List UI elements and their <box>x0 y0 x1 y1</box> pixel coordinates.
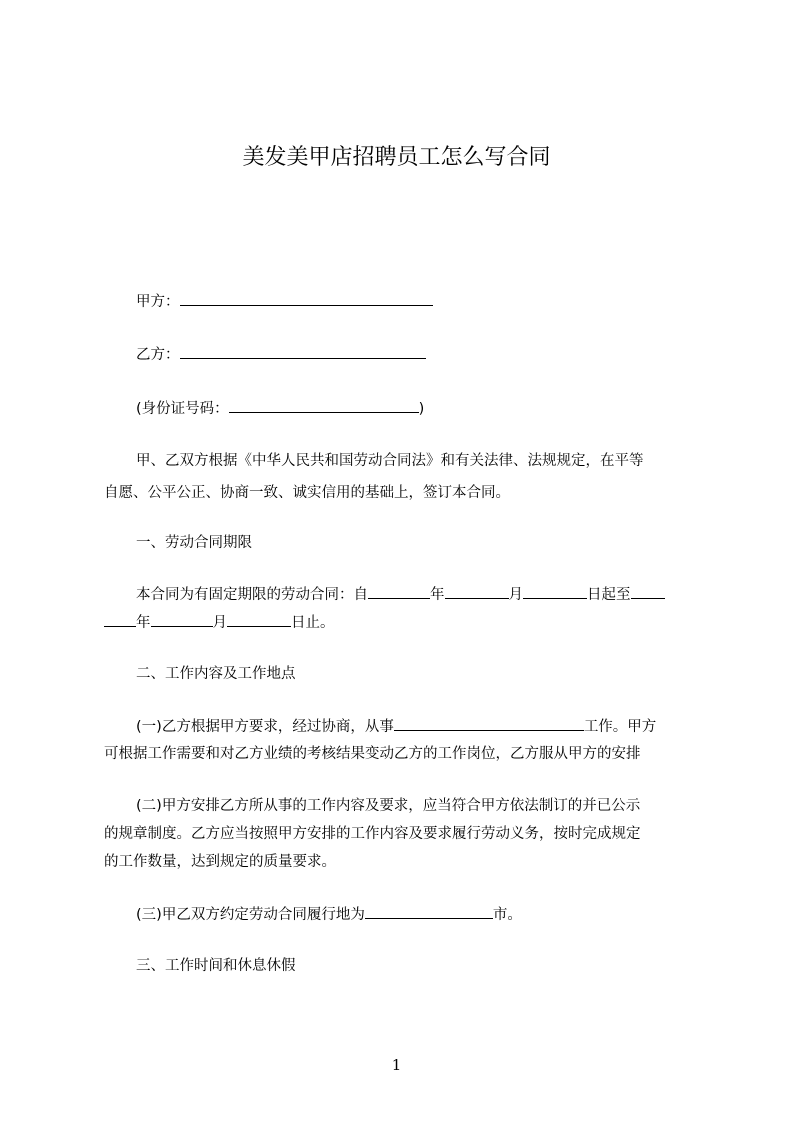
end-year-blank-part1 <box>631 584 665 599</box>
section-3-heading: 三、工作时间和休息休假 <box>136 958 296 974</box>
section-2-heading: 二、工作内容及工作地点 <box>136 666 296 682</box>
term-month-label: 月 <box>508 587 523 603</box>
item-2-line-1: (二)甲方安排乙方所从事的工作内容及要求，应当符合甲方依法制订的并已公示 <box>136 798 641 814</box>
item-3-prefix: (三)甲乙双方约定劳动合同履行地为 <box>136 907 365 923</box>
term-line-2 <box>104 612 335 633</box>
item-2-line-3: 的工作数量，达到规定的质量要求。 <box>104 854 336 870</box>
intro-line-2: 自愿、公平公正、协商一致、诚实信用的基础上，签订本合同。 <box>104 485 510 501</box>
term-month2-label: 月 <box>212 615 227 631</box>
term-end-label: 日止。 <box>291 615 335 631</box>
id-label: (身份证号码： <box>136 401 229 417</box>
term-year2-label: 年 <box>136 615 151 631</box>
party-b-line <box>136 344 426 365</box>
item-1-line-2: 可根据工作需要和对乙方业绩的考核结果变动乙方的工作岗位，乙方服从甲方的安排 <box>104 746 641 762</box>
id-number-line <box>136 398 424 419</box>
item-3-suffix: 市。 <box>492 907 522 923</box>
item-2-line-2: 的规章制度。乙方应当按照甲方安排的工作内容及要求履行劳动义务，按时完成规定 <box>104 826 641 842</box>
document-title: 美发美甲店招聘员工怎么写合同 <box>242 145 551 170</box>
id-close: ) <box>418 401 425 417</box>
term-prefix: 本合同为有固定期限的劳动合同：自 <box>136 587 368 603</box>
job-title-blank <box>394 716 584 731</box>
end-day-blank <box>227 612 291 627</box>
term-day-from-label: 日起至 <box>587 587 631 603</box>
party-a-blank <box>180 291 433 306</box>
section-1-heading: 一、劳动合同期限 <box>136 535 252 551</box>
party-a-label: 甲方： <box>136 294 180 310</box>
term-year-label: 年 <box>430 587 445 603</box>
item-1-line-1 <box>136 716 656 737</box>
party-b-blank <box>180 344 426 359</box>
start-month-blank <box>445 584 509 599</box>
intro-line-1: 甲、乙双方根据《中华人民共和国劳动合同法》和有关法律、法规规定，在平等 <box>136 453 644 469</box>
end-year-blank-part2 <box>104 612 136 627</box>
end-month-blank <box>151 612 213 627</box>
id-number-blank <box>229 398 419 413</box>
page-number: 1 <box>391 1056 402 1074</box>
work-city-blank <box>365 904 493 919</box>
party-a-line <box>136 291 433 312</box>
item-1-suffix: 工作。甲方 <box>583 719 657 735</box>
term-line-1 <box>136 584 665 605</box>
item-1-prefix: (一)乙方根据甲方要求，经过协商，从事 <box>136 719 394 735</box>
start-day-blank <box>523 584 587 599</box>
start-year-blank <box>368 584 430 599</box>
item-3-line <box>136 904 522 925</box>
party-b-label: 乙方： <box>136 347 180 363</box>
